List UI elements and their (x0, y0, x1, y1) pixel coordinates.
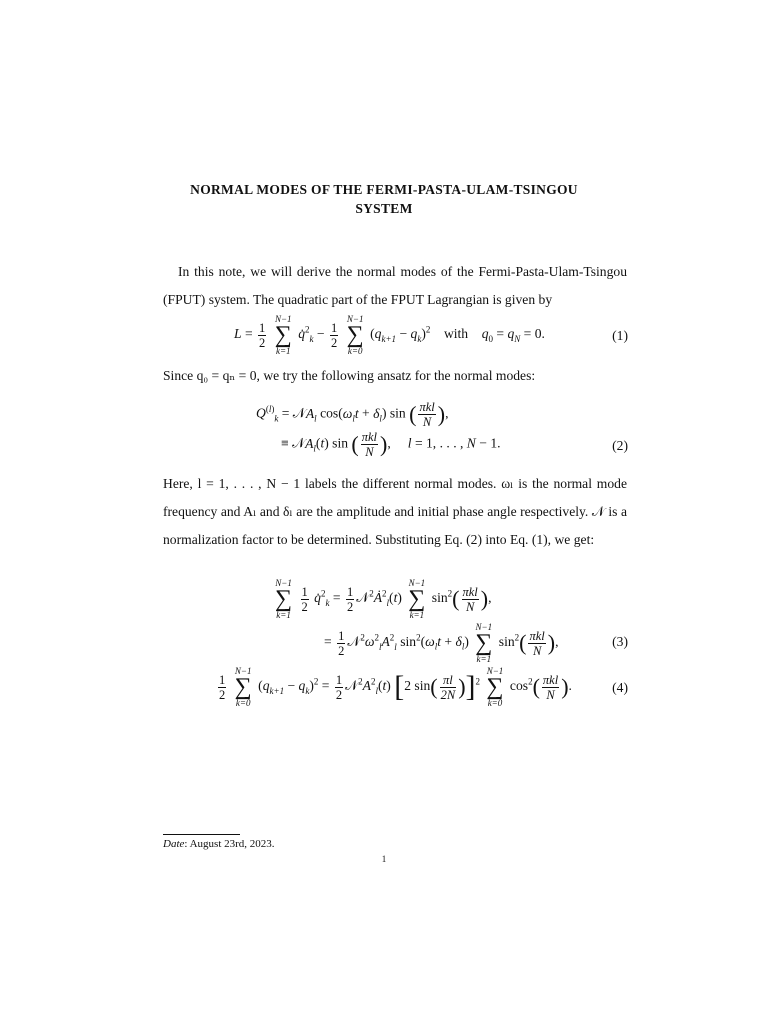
equation-2-line-2: ≡ 𝒩A$_l$(t) sin ( $\frac{\text{πkl}}{N}$ ), l = 1, . . . , N − 1. (281, 430, 501, 459)
equation-2-number: (2) (612, 438, 628, 453)
footnote-text: : August 23rd, 2023. (184, 838, 275, 850)
explanation-paragraph: Here, l = 1, . . . , N − 1 labels the different normal modes. ωₗ is the normal mode frequency and Aₗ and δₗ are the amplitude and initial phase angle respectively. 𝒩 is a normalization factor to be determined. Substituting Eq. (2) into Eq. (1), we get: (163, 476, 627, 547)
equation-4-number: (4) (612, 680, 628, 695)
footnote-label: Date (163, 838, 185, 850)
paper-title (140, 180, 628, 218)
equation-1-number: (1) (612, 328, 628, 343)
equation-3-line-2: = $\frac{1}{2}$ $𝒩^2\omega^2_lA^2_l$ $\sin^2(\omega_lt + \delta_l)$ N−1 ∑ k=1 $\sin^2$( $\frac{\text{πkl}}{N}$ ), (324, 622, 559, 664)
footnote (163, 838, 275, 850)
title-line-1: NORMAL MODES OF THE FERMI-PASTA-ULAM-TSINGOU (190, 182, 578, 197)
page-number: 1 (381, 854, 387, 864)
equation-3-line-1: N−1 ∑ k=1 $\frac{1}{2}$ q̇$^2_k$ = $\frac{1}{2}$ $𝒩^2Ȧ^2_l(t)$ N−1 ∑ k=1 $\sin^2$( $\frac{\text{πkl}}{N}$ ), (275, 578, 492, 620)
equation-1: L = $\frac{1}{2}$ N−1 ∑ k=1 q̇$^2_k$ − $\frac{1}{2}$ N−1 ∑ k=0 $(q_{k+1} - q_k)^2$ with $q_0 = q_N = 0$. (234, 314, 545, 356)
equation-3-number: (3) (612, 634, 628, 649)
title-line-2: SYSTEM (355, 201, 413, 216)
ansatz-paragraph: Since q₀ = qₙ = 0, we try the following ansatz for the normal modes: (163, 368, 536, 383)
intro-paragraph: In this note, we will derive the normal modes of the Fermi-Pasta-Ulam-Tsingou (FPUT) system. The quadratic part of the FPUT Lagrangian is given by (163, 264, 627, 307)
equation-4: $\frac{1}{2}$ N−1 ∑ k=0 $(q_{k+1} - q_k)^2$ = $\frac{1}{2}$ $𝒩^2A^2_l(t)$ [2 sin( $\frac{\pi l}{2N}$ )]$^2$ N−1 ∑ k=0 $\cos^2$( $\frac{\text{πkl}}{N}$ ). (219, 666, 572, 708)
equation-2-line-1: $Q^{(l)}_k$ = 𝒩A$_l$ $\cos(\omega_lt + \delta_l)$ sin ( $\frac{\text{πkl}}{N}$ ), (256, 400, 449, 429)
footnote-rule (163, 834, 240, 835)
